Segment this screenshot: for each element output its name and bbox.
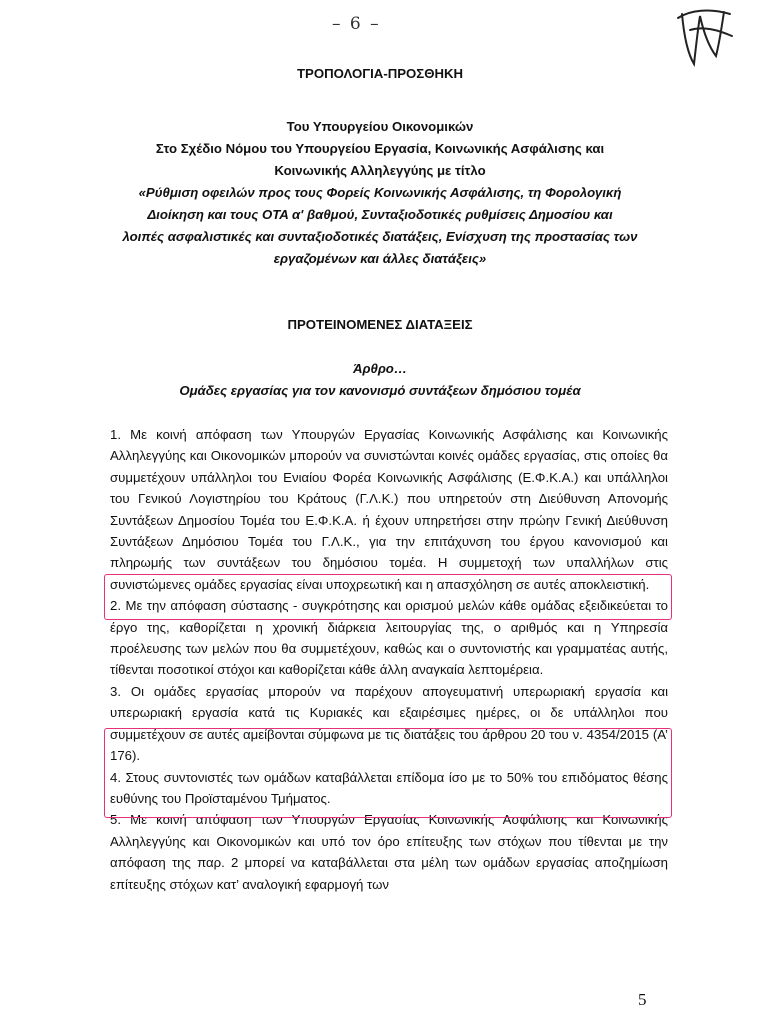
bill-title-line: λοιπές ασφαλιστικές και συνταξιοδοτικές διατάξεις, Ενίσχυση της προστασίας των (122, 229, 638, 244)
page-number: 5 (638, 990, 647, 1009)
bill-line-2: Κοινωνικής Αλληλεγγύης με τίτλο (274, 163, 486, 178)
document-title: ΤΡΟΠΟΛΟΓΙΑ-ΠΡΟΣΘΗΚΗ (296, 66, 464, 81)
bill-title-line: «Ρύθμιση οφειλών προς τους Φορείς Κοινωνικής Ασφάλισης, τη Φορολογική (138, 185, 622, 200)
ministry-line: Του Υπουργείου Οικονομικών (286, 119, 474, 134)
handwritten-page-number: – 6 – (332, 14, 381, 34)
bill-title-line: Διοίκηση και τους ΟΤΑ α' βαθμού, Συνταξιοδοτικές ρυθμίσεις Δημοσίου και (147, 207, 613, 222)
signature-icon (670, 6, 740, 70)
article-heading: Ομάδες εργασίας για τον κανονισμό συντάξεων δημόσιου τομέα (179, 383, 581, 398)
article-label: Άρθρο… (352, 361, 408, 376)
article-body (110, 424, 668, 895)
highlight-box-paragraph-3 (104, 728, 672, 818)
paragraph-4: 4. Στους συντονιστές των ομάδων καταβάλλεται επίδομα ίσο με το 50% του επιδόματος θέσης ευθύνης του Προϊσταμένου Τμήματος. (110, 769, 668, 806)
paragraph-1: 1. Με κοινή απόφαση των Υπουργών Εργασίας Κοινωνικής Ασφάλισης και Κοινωνικής Αλληλεγγύης και Οικονομικών μπορούν να συνιστώνται κοινές ομάδες εργασίας, στις οποίες θα συμμετέχουν υπάλληλοι του Ενιαίου Φορέα Κοινωνικής Ασφάλισης (Ε.Φ.Κ.Α.) και υπάλληλοι του Γενικού Λογιστηρίου του Κράτους (Γ.Λ.Κ.) που υπηρετούν στη Διεύθυνση Απονομής Συντάξεων Δημοσίου Τομέα του Ε.Φ.Κ.Α. ή έχουν υπηρετήσει στην πρώην Γενική Διεύθυνση Συντάξεων Δημόσιου Τομέα του Γ.Λ.Κ., για την επιτάχυνση του έργου κανονισμού και πληρωμής των συντάξεων του δημόσιου τομέα. Η συμμετοχή των υπαλλήλων στις συνιστώμενες ομάδες εργασίας είναι υποχρεωτική και η απασχόληση σε αυτές αποκλειστική. (110, 427, 668, 592)
paragraph-5: 5. Με κοινή απόφαση των Υπουργών Εργασίας Κοινωνικής Ασφάλισης και Κοινωνικής Αλληλεγγύης και Οικονομικών και υπό τον όρο επίτευξης των στόχων που τίθενται με την απόφαση της παρ. 2 μπορεί να καταβάλλεται στα μέλη των ομάδων εργασίας αποζημίωση επίτευξης στόχων κατ’ αναλογική εφαρμογή των (110, 812, 668, 892)
section-heading: ΠΡΟΤΕΙΝΟΜΕΝΕΣ ΔΙΑΤΑΞΕΙΣ (287, 317, 473, 332)
paragraph-2: 2. Με την απόφαση σύστασης - συγκρότησης και ορισμού μελών κάθε ομάδας εξειδικεύεται το έργο της, καθορίζεται η χρονική διάρκεια λειτουργίας της, ο αριθμός και η Υπηρεσία προέλευσης των μελών που θα συμμετέχουν, καθώς και ο συντονιστής και γραμματέας αυτής, τίθενται ποσοτικοί στόχοι και καθορίζεται κάθε άλλη αναγκαία λεπτομέρεια. (110, 598, 668, 678)
paragraph-3: 3. Οι ομάδες εργασίας μπορούν να παρέχουν απογευματινή υπερωριακή εργασία και υπερωριακή εργασία κατά τις Κυριακές και εξαιρέσιμες ημέρες, οι δε υπάλληλοι που συμμετέχουν σε αυτές αμείβονται σύμφωνα με τις διατάξεις του άρθρου 20 του ν. 4354/2015 (Α’ 176). (110, 683, 668, 764)
highlight-box-paragraph-1 (104, 574, 672, 620)
bill-title-line: εργαζομένων και άλλες διατάξεις» (273, 251, 487, 266)
bill-line-1: Στο Σχέδιο Νόμου του Υπουργείου Εργασία, Κοινωνικής Ασφάλισης και (155, 141, 605, 156)
